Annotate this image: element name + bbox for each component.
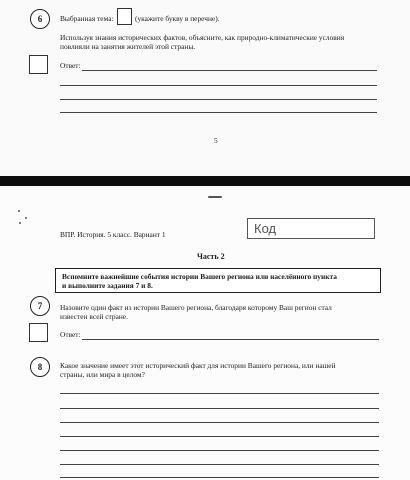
answer-line[interactable]: [82, 339, 379, 340]
part-instruction-line-1: Вспомните важнейшие события истории Вашего региона или населённого пункта: [62, 272, 337, 281]
question-7-text-line-1: Назовите один факт из истории Вашего региона, благодаря которому Ваш регион стал: [60, 303, 332, 312]
question-7-number: 7: [30, 296, 50, 316]
answer-line[interactable]: [60, 85, 377, 86]
page-number: 5: [214, 136, 218, 145]
question-8-text-line-1: Какое значение имеет этот исторический факт для истории Вашего региона, или нашей: [60, 361, 336, 370]
part-instruction-box: [55, 268, 381, 293]
scan-mark: [19, 222, 21, 224]
chosen-theme-label: Выбранная тема:: [60, 14, 114, 23]
answer-line[interactable]: [60, 422, 379, 423]
scan-mark: [18, 210, 20, 212]
question-8-number: 8: [30, 357, 50, 377]
answer-line[interactable]: [60, 464, 379, 465]
worksheet-page-5: [0, 0, 410, 176]
chosen-theme-hint: (укажите букву в перечне).: [135, 14, 220, 23]
answer-line[interactable]: [60, 450, 379, 451]
page-gap: [0, 176, 410, 186]
code-box[interactable]: [247, 218, 375, 239]
answer-line[interactable]: [60, 393, 379, 394]
part-title: Часть 2: [197, 252, 225, 261]
question-6-instruction-line-2: повлияли на занятия жителей этой страны.: [60, 42, 196, 51]
scan-mark: [208, 196, 222, 198]
question-7-answer-label: Ответ:: [60, 330, 81, 339]
answer-line[interactable]: [60, 99, 377, 100]
answer-line[interactable]: [60, 477, 379, 478]
part-instruction-line-2: и выполните задания 7 и 8.: [62, 281, 153, 290]
scan-mark: [25, 217, 27, 219]
chosen-theme-letter-box[interactable]: [117, 8, 132, 25]
question-6-answer-label: Ответ:: [60, 61, 81, 70]
code-label: Код: [254, 221, 277, 236]
answer-line[interactable]: [60, 408, 379, 409]
question-7-score-box[interactable]: [29, 323, 48, 342]
question-6-number: 6: [30, 9, 50, 29]
question-7-text-line-2: известен всей стране.: [60, 312, 128, 321]
answer-line[interactable]: [82, 70, 377, 71]
question-8-text-line-2: страны, или мира в целом?: [60, 370, 145, 379]
answer-line[interactable]: [60, 112, 377, 113]
page-header: ВПР. История. 5 класс. Вариант 1: [60, 230, 166, 239]
question-6-instruction-line-1: Используя знания исторических фактов, объясните, как природно-климатические условия: [60, 33, 345, 42]
answer-line[interactable]: [60, 436, 379, 437]
worksheet-page-6: [0, 186, 410, 480]
question-6-score-box[interactable]: [29, 55, 48, 74]
